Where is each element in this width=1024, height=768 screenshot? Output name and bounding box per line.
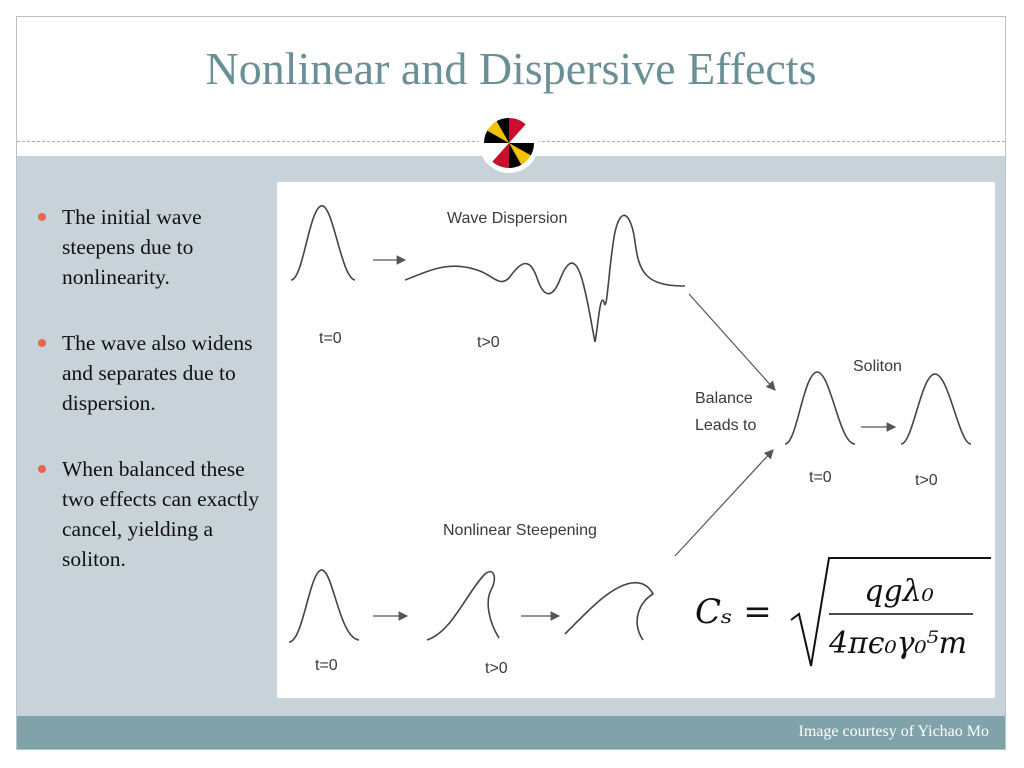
bullet-dot-icon [38, 465, 46, 473]
bullet-item [36, 202, 268, 292]
bullet-text: When balanced these two effects can exactly cancel, yielding a soliton. [62, 457, 260, 571]
label-soliton-t0: t=0 [809, 469, 832, 486]
dispersed-wave [405, 215, 685, 342]
label-balance-line1: Balance [695, 390, 753, 407]
breaking-wave [565, 583, 653, 640]
initial-pulse-steepening [289, 570, 359, 642]
arrow-to-soliton-bottom [675, 450, 773, 556]
bullet-item [36, 328, 268, 418]
label-wave-dispersion: Wave Dispersion [447, 210, 568, 227]
initial-pulse-dispersion [291, 206, 355, 280]
label-soliton-t1: t>0 [915, 472, 938, 489]
label-dispersion-t1: t>0 [477, 334, 500, 351]
university-seal-icon [478, 112, 540, 174]
label-steepening-t1: t>0 [485, 660, 508, 677]
bullet-dot-icon [38, 339, 46, 347]
slide-footer [17, 716, 1005, 749]
steepening-wave [427, 572, 499, 640]
label-soliton: Soliton [853, 358, 902, 375]
label-dispersion-t0: t=0 [319, 330, 342, 347]
bullet-text: The initial wave steepens due to nonlinearity. [62, 205, 202, 289]
bullet-dot-icon [38, 213, 46, 221]
image-credit: Image courtesy of Yichao Mo [798, 723, 989, 740]
soliton-figure [277, 182, 995, 698]
formula-denominator: 4πϵ₀γ₀⁵m [828, 626, 968, 661]
bullet-text: The wave also widens and separates due to dispersion. [62, 331, 253, 415]
formula-lhs: Cₛ = [695, 592, 772, 632]
bullet-list [36, 202, 268, 610]
slide-title: Nonlinear and Dispersive Effects [205, 43, 817, 94]
arrow-to-soliton-top [689, 294, 775, 390]
soliton-pulse-1 [785, 372, 855, 444]
soliton-speed-formula [695, 554, 995, 674]
soliton-pulse-2 [901, 374, 971, 444]
label-nonlinear-steepening: Nonlinear Steepening [443, 522, 597, 539]
label-steepening-t0: t=0 [315, 657, 338, 674]
bullet-item [36, 454, 268, 574]
label-balance-line2: Leads to [695, 417, 757, 434]
formula-numerator: qgλ₀ [864, 574, 934, 609]
